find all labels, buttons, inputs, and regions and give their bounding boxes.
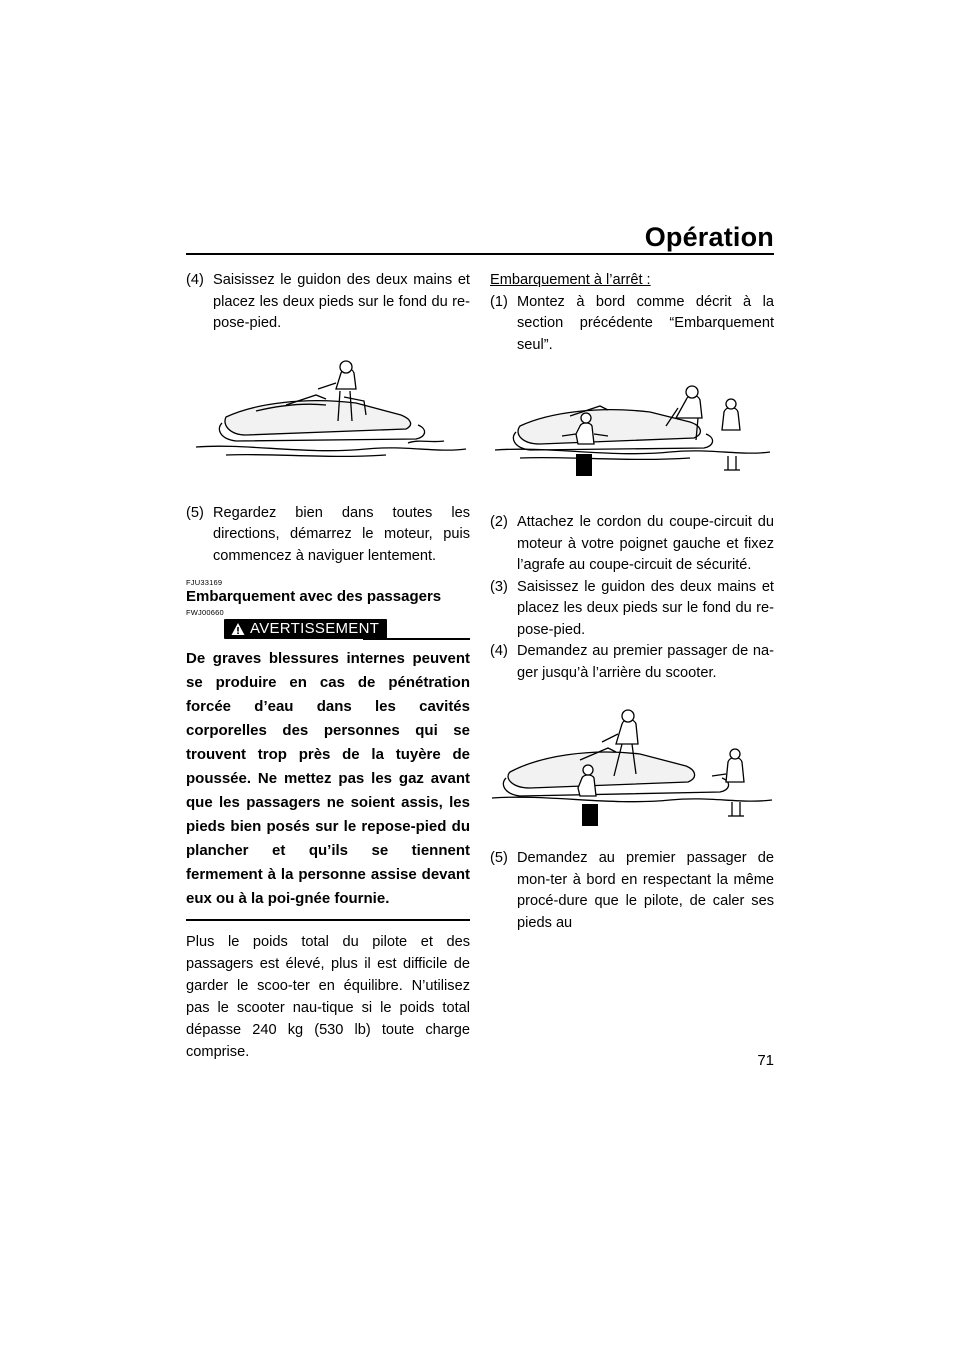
step-4	[490, 641, 774, 684]
step-number: (4)	[490, 643, 508, 659]
body-paragraph: Plus le poids total du pilote et des passagers est élevé, plus il est difficile de garder le scoo-ter en équilibre. N’utilisez pas le scooter nau-tique si le poids total dépasse 240 kg (530 lb) toute charge comprise.	[186, 934, 470, 1060]
step-text: Attachez le cordon du coupe-circuit du moteur à votre poignet gauche et fixez l’agrafe au coupe-circuit de sécurité.	[517, 514, 774, 573]
jetski-passenger-illustration	[490, 704, 774, 828]
step-number: (1)	[490, 293, 508, 310]
step-2	[490, 512, 774, 577]
warning-header	[186, 619, 470, 641]
warning-badge	[224, 619, 387, 639]
right-column	[490, 270, 774, 934]
section-code: FJU33169	[186, 578, 223, 587]
warning-end-rule	[186, 919, 470, 921]
jetski-rider-illustration	[186, 359, 470, 479]
step-text: Saisissez le guidon des deux mains et placez les deux pieds sur le fond du re-pose-pied.	[213, 272, 470, 331]
sub-heading: Embarquement à l’arrêt :	[490, 272, 651, 288]
step-text: Demandez au premier passager de na-ger jusqu’à l’arrière du scooter.	[517, 643, 774, 681]
step-number: (5)	[490, 850, 508, 866]
step-text: Regardez bien dans toutes les directions, démarrez le moteur, puis commencez à naviguer lentement.	[213, 504, 470, 564]
step-5	[490, 848, 774, 934]
left-column	[186, 270, 470, 1063]
step-number: (4)	[186, 272, 204, 288]
step-number: (3)	[490, 578, 508, 595]
step-number: (5)	[186, 504, 204, 521]
step-text: Montez à bord comme décrit à la section précédente “Embarquement seul”.	[517, 293, 774, 353]
header-rule	[186, 253, 774, 255]
warning-label: AVERTISSEMENT	[250, 620, 380, 637]
jetski-boarding-illustration	[490, 378, 774, 488]
warning-code: FWJ00660	[186, 608, 224, 617]
step-3	[490, 577, 774, 642]
step-text: Saisissez le guidon des deux mains et placez les deux pieds sur le fond du re-pose-pied.	[517, 578, 774, 638]
step-text: Demandez au premier passager de mon-ter à bord en respectant la même procé-dure que le pilote, de caler ses pieds au	[517, 850, 774, 931]
warning-text: De graves blessures internes peuvent se produire en cas de pénétration forcée d’eau dans les cavités corporelles des personnes qui se trouvent trop près de la tuyère de poussée. Ne mettez pas les gaz avant que les passagers ne soient assis, les pieds bien posés sur le repose-pied du plancher et qu’ils se tiennent fermement à la personne assise devant eux ou à la poi-gnée fournie.	[186, 650, 470, 907]
warning-triangle-icon	[231, 622, 245, 636]
step-5	[186, 503, 470, 568]
step-1	[490, 292, 774, 357]
warning-rule	[363, 638, 470, 640]
page-number: 71	[757, 1052, 774, 1069]
step-4	[186, 270, 470, 335]
section-title: Embarquement avec des passagers	[186, 588, 442, 605]
page-title: Opération	[644, 222, 774, 252]
step-number: (2)	[490, 514, 508, 530]
